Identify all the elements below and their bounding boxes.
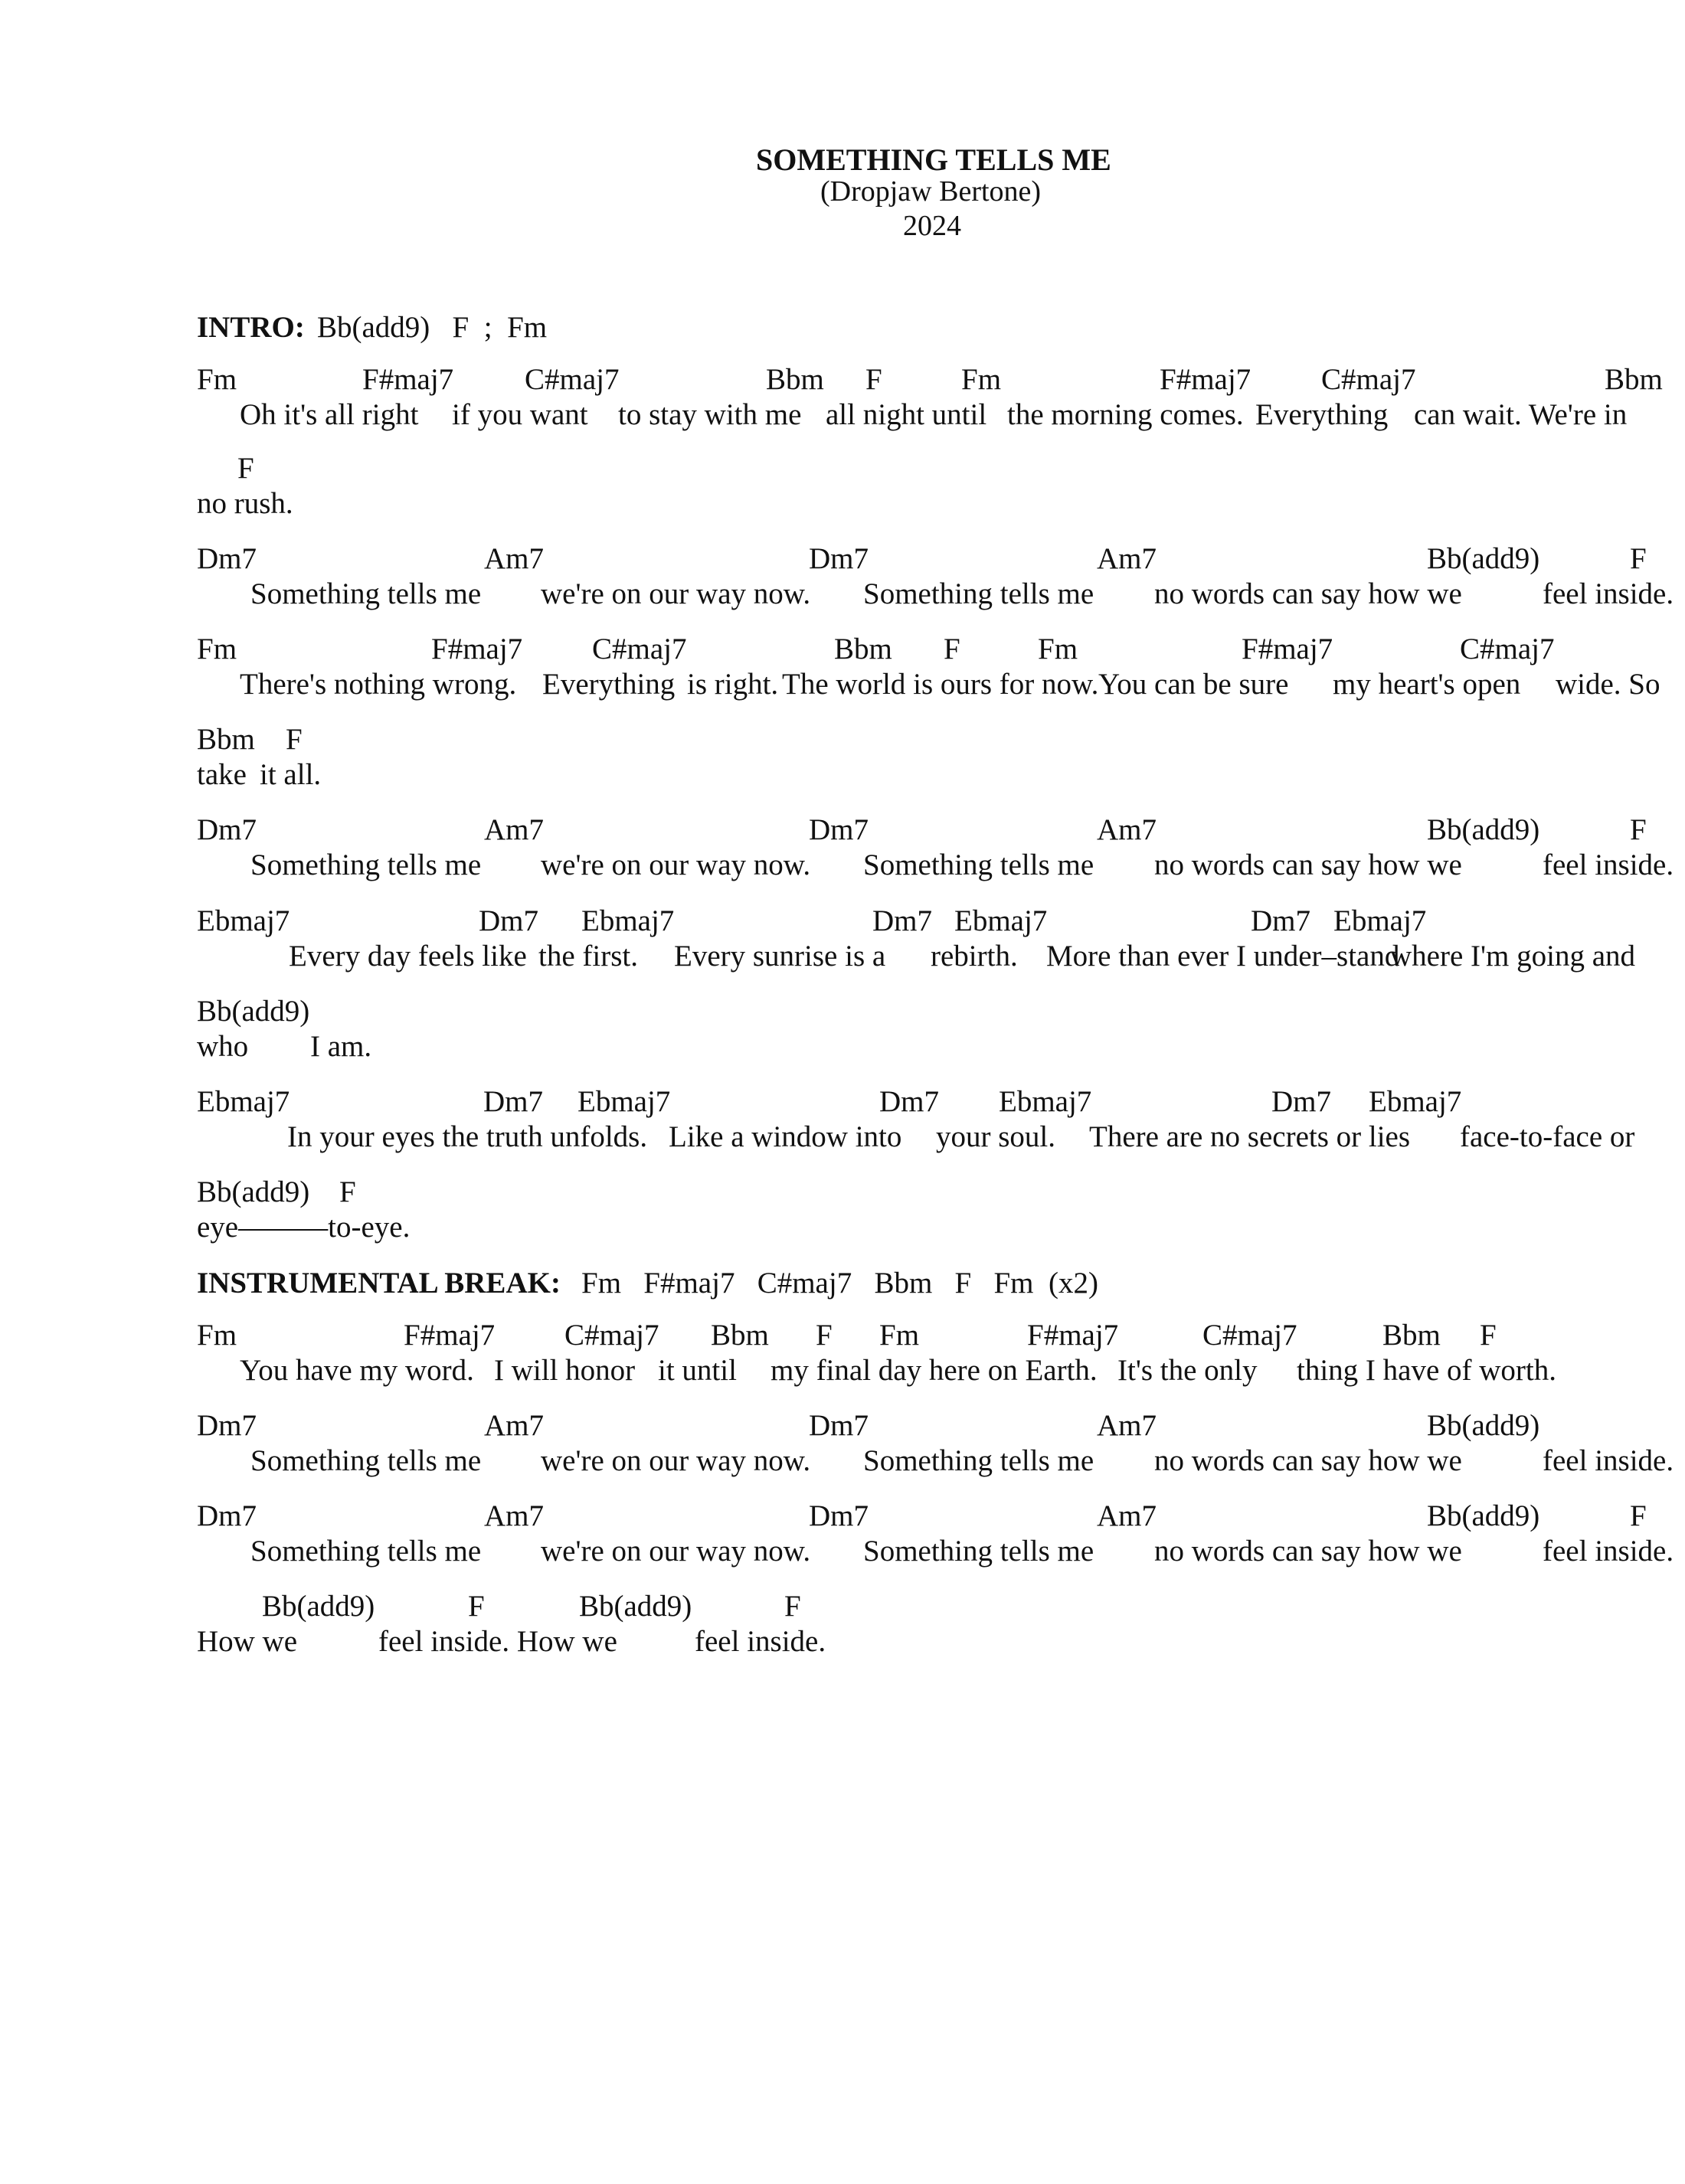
- chord: Am7: [1097, 1499, 1157, 1532]
- chord: Ebmaj7: [581, 904, 675, 937]
- chord: C#maj7: [1321, 363, 1416, 396]
- lyric: take: [197, 758, 247, 791]
- lyric: we're on our way now.: [541, 1535, 811, 1568]
- chord: F#maj7: [362, 363, 454, 396]
- chord: Dm7: [809, 1499, 869, 1532]
- lyric: we're on our way now.: [541, 848, 811, 881]
- intro-chords: Bb(add9) F ; Fm: [317, 311, 548, 344]
- chord: Dm7: [809, 1409, 869, 1442]
- lyric: to stay with me: [618, 398, 802, 431]
- chord: F: [339, 1175, 356, 1208]
- chord: Bb(add9): [1427, 1499, 1540, 1532]
- chord: F#maj7: [1242, 633, 1333, 665]
- lyric: You can be sure: [1098, 668, 1289, 701]
- chord: Am7: [1097, 813, 1157, 846]
- lyric: Something tells me: [863, 1444, 1094, 1477]
- lyric: the first.: [538, 940, 638, 973]
- chord: Fm: [961, 363, 1002, 396]
- chord: F#maj7: [404, 1319, 496, 1352]
- chord: Dm7: [197, 813, 257, 846]
- chord: Ebmaj7: [197, 1085, 290, 1118]
- lyric: no words can say how we: [1154, 848, 1462, 881]
- chord: Bbm: [1605, 363, 1663, 396]
- chord: Bbm: [834, 633, 892, 665]
- lyric: I will honor: [494, 1354, 636, 1387]
- chord: F: [784, 1590, 801, 1623]
- lyric: Every day feels like: [289, 940, 527, 973]
- chord: Bb(add9): [262, 1590, 375, 1623]
- chord: C#maj7: [592, 633, 687, 665]
- lyric: feel inside.: [1543, 1535, 1674, 1568]
- lyric: if you want: [452, 398, 588, 431]
- lyric: thing I have of worth.: [1297, 1354, 1557, 1387]
- lyric: we're on our way now.: [541, 1444, 811, 1477]
- chord: Bbm: [711, 1319, 769, 1352]
- lyric: no rush.: [197, 487, 293, 520]
- chord: Dm7: [809, 542, 869, 575]
- chord: Dm7: [197, 542, 257, 575]
- lyric: You have my word.: [240, 1354, 474, 1387]
- lyric: It's the only: [1117, 1354, 1258, 1387]
- chord: F: [816, 1319, 833, 1352]
- lyric: Something tells me: [863, 577, 1094, 610]
- chord: F: [1630, 1499, 1647, 1532]
- instrumental-chords: Fm F#maj7 C#maj7 Bbm F Fm (x2): [581, 1267, 1098, 1300]
- lyric: Something tells me: [250, 848, 482, 881]
- lyric: no words can say how we: [1154, 577, 1462, 610]
- chord: Am7: [484, 813, 544, 846]
- chord: C#maj7: [1460, 633, 1555, 665]
- lyric: wide. So: [1556, 668, 1660, 701]
- chord: F#maj7: [431, 633, 523, 665]
- lyric: Something tells me: [250, 577, 482, 610]
- chord: Ebmaj7: [1369, 1085, 1462, 1118]
- lyric: In your eyes the truth unfolds.: [287, 1120, 648, 1153]
- lyric: Something tells me: [863, 1535, 1094, 1568]
- instrumental-label: INSTRUMENTAL BREAK:: [197, 1267, 561, 1300]
- chord: Dm7: [809, 813, 869, 846]
- chord: Bbm: [1382, 1319, 1441, 1352]
- chord: Dm7: [483, 1085, 543, 1118]
- chord: F: [1480, 1319, 1497, 1352]
- lyric: where I'm going and: [1390, 940, 1636, 973]
- lyric: can wait. We're in: [1414, 398, 1628, 431]
- chord: Am7: [1097, 1409, 1157, 1442]
- chord: Ebmaj7: [197, 904, 290, 937]
- chord: Fm: [1038, 633, 1078, 665]
- chord: Ebmaj7: [1333, 904, 1427, 937]
- lyric: feel inside.: [1543, 577, 1674, 610]
- lyric: my heart's open: [1333, 668, 1521, 701]
- lyric: Every sunrise is a: [674, 940, 886, 973]
- lyric: Like a window into: [669, 1120, 902, 1153]
- lyric: There's nothing wrong.: [240, 668, 517, 701]
- chord: Dm7: [479, 904, 538, 937]
- lyric: Something tells me: [250, 1535, 482, 1568]
- intro-label: INTRO:: [197, 311, 305, 344]
- lyric: who: [197, 1030, 249, 1063]
- lyric: it all.: [260, 758, 322, 791]
- chord: Dm7: [872, 904, 932, 937]
- chord: F: [1630, 813, 1647, 846]
- chord: Am7: [484, 1499, 544, 1532]
- lyric: Everything: [1255, 398, 1389, 431]
- chord: Am7: [484, 1409, 544, 1442]
- chord: C#maj7: [1202, 1319, 1297, 1352]
- lyric: eye———to-eye.: [197, 1211, 411, 1244]
- chord: Bb(add9): [579, 1590, 692, 1623]
- song-year: 2024: [903, 210, 961, 242]
- chord: F: [865, 363, 882, 396]
- chord: Bb(add9): [197, 1175, 310, 1208]
- chord: Bb(add9): [1427, 813, 1540, 846]
- chord: Ebmaj7: [999, 1085, 1092, 1118]
- chord: Bb(add9): [197, 995, 310, 1028]
- chord: F: [944, 633, 960, 665]
- chord: Am7: [1097, 542, 1157, 575]
- chord: Fm: [197, 633, 237, 665]
- chord: Am7: [484, 542, 544, 575]
- lyric: face-to-face or: [1460, 1120, 1635, 1153]
- lyric: my final day here on Earth.: [771, 1354, 1098, 1387]
- lyric: feel inside. How we: [378, 1625, 617, 1658]
- chord: Bbm: [197, 723, 255, 756]
- lyric: all night until: [826, 398, 987, 431]
- chord: Dm7: [1251, 904, 1310, 937]
- lyric: Everything: [542, 668, 676, 701]
- chord: Bb(add9): [1427, 542, 1540, 575]
- lyric: More than ever I under–stand: [1046, 940, 1400, 973]
- chord: Fm: [197, 363, 237, 396]
- lyric: How we: [197, 1625, 298, 1658]
- lyric: rebirth.: [931, 940, 1018, 973]
- lyric: it until: [658, 1354, 737, 1387]
- chord: F#maj7: [1027, 1319, 1119, 1352]
- chord: C#maj7: [564, 1319, 659, 1352]
- chord: Bbm: [766, 363, 824, 396]
- chord: Dm7: [1271, 1085, 1331, 1118]
- lyric: Something tells me: [250, 1444, 482, 1477]
- lyric: I am.: [310, 1030, 372, 1063]
- lyric: the morning comes.: [1007, 398, 1244, 431]
- lyric: no words can say how we: [1154, 1535, 1462, 1568]
- chord: F: [468, 1590, 485, 1623]
- chord: Bb(add9): [1427, 1409, 1540, 1442]
- chord: Dm7: [197, 1499, 257, 1532]
- lyric: Something tells me: [863, 848, 1094, 881]
- song-artist: (Dropjaw Bertone): [820, 175, 1042, 208]
- chord: C#maj7: [525, 363, 620, 396]
- lyric: The world is ours for now.: [782, 668, 1099, 701]
- chord: F#maj7: [1160, 363, 1251, 396]
- lyric: feel inside.: [1543, 1444, 1674, 1477]
- song-title: SOMETHING TELLS ME: [756, 142, 1111, 177]
- chord: Fm: [197, 1319, 237, 1352]
- chord: Fm: [879, 1319, 920, 1352]
- lyric: we're on our way now.: [541, 577, 811, 610]
- chord: F: [286, 723, 303, 756]
- lyric: no words can say how we: [1154, 1444, 1462, 1477]
- lyric: your soul.: [936, 1120, 1055, 1153]
- chord: Ebmaj7: [954, 904, 1048, 937]
- lyric: Oh it's all right: [240, 398, 419, 431]
- lyric: There are no secrets or lies: [1089, 1120, 1411, 1153]
- chord: F: [237, 452, 254, 485]
- chord: Dm7: [197, 1409, 257, 1442]
- chord: Ebmaj7: [577, 1085, 671, 1118]
- lyric: feel inside.: [695, 1625, 826, 1658]
- lyric: feel inside.: [1543, 848, 1674, 881]
- chord: F: [1630, 542, 1647, 575]
- chord: Dm7: [879, 1085, 939, 1118]
- lyric: is right.: [687, 668, 779, 701]
